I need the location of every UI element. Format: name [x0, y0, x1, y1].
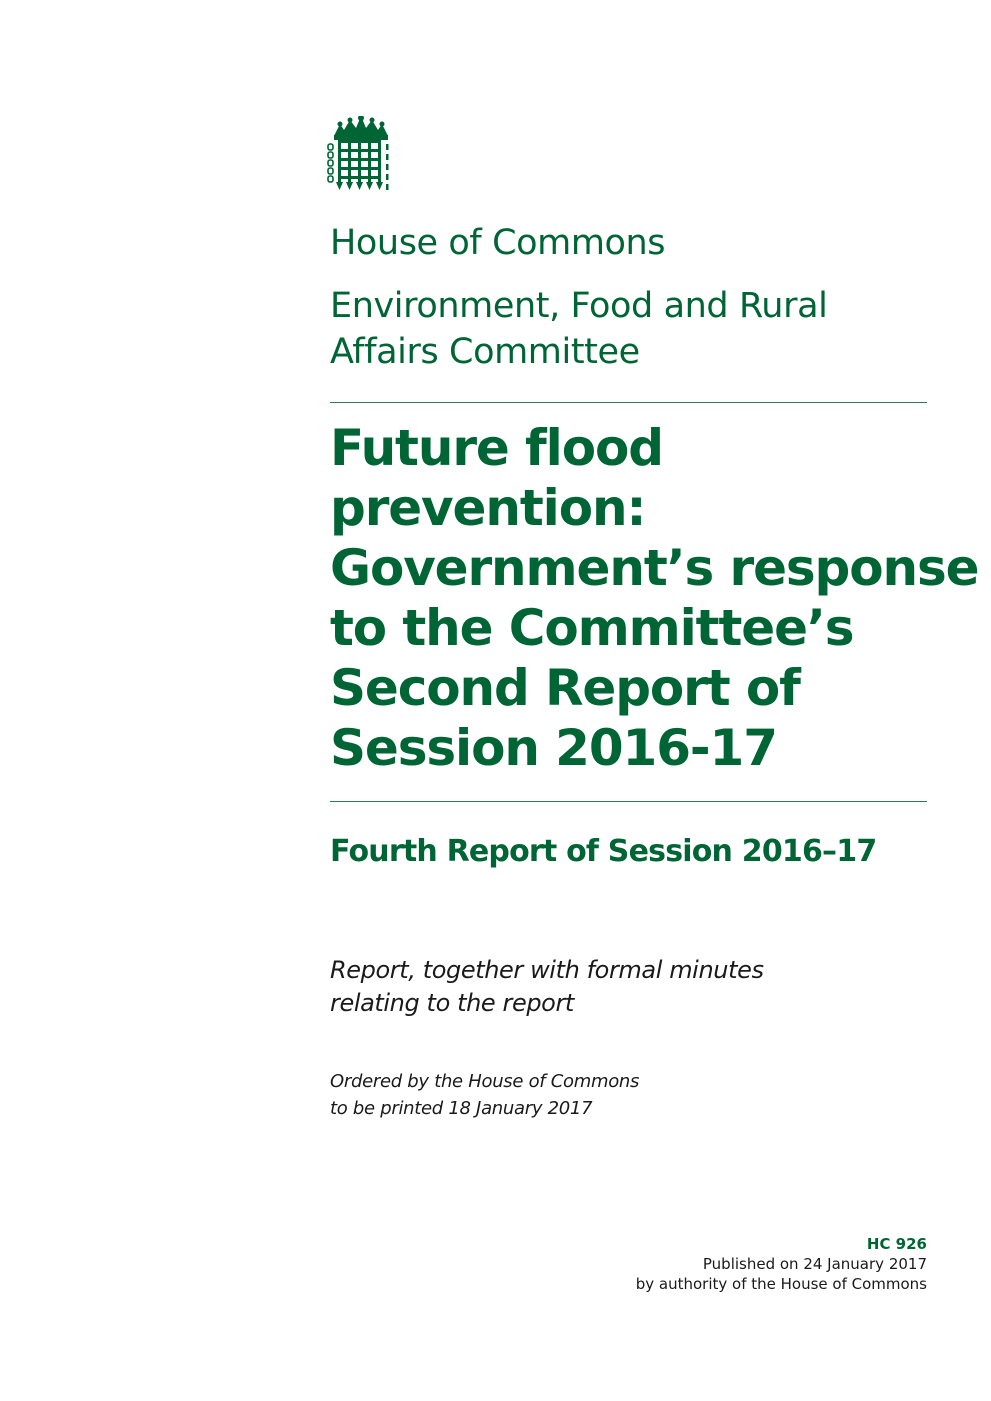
committee-name-line: Affairs Committee — [330, 332, 640, 372]
report-note-line: relating to the report — [330, 989, 574, 1017]
publication-authority: by authority of the House of Commons — [635, 1275, 927, 1293]
report-title-line: prevention: — [330, 479, 646, 537]
hc-number: HC 926 — [866, 1235, 927, 1253]
report-title-line: Second Report of — [330, 659, 800, 717]
portcullis-crown-icon — [326, 116, 396, 194]
report-title-line: Session 2016-17 — [330, 719, 777, 777]
divider-top — [330, 402, 927, 403]
imprint-block — [636, 1234, 927, 1294]
report-note — [330, 954, 764, 1020]
printing-order-line: Ordered by the House of Commons — [330, 1071, 640, 1092]
committee-name — [330, 283, 930, 375]
report-note-line: Report, together with formal minutes — [330, 956, 764, 984]
publication-date: Published on 24 January 2017 — [702, 1255, 927, 1273]
printing-order — [330, 1068, 639, 1122]
report-title-line: to the Committee’s — [330, 599, 854, 657]
committee-name-line: Environment, Food and Rural — [330, 286, 828, 326]
institution-name: House of Commons — [330, 223, 666, 263]
report-title — [330, 418, 979, 778]
divider-bottom — [330, 801, 927, 802]
report-title-line: Government’s response — [330, 539, 979, 597]
printing-order-line: to be printed 18 January 2017 — [330, 1098, 593, 1119]
report-subtitle: Fourth Report of Session 2016–17 — [330, 834, 877, 869]
report-title-line: Future flood — [330, 419, 663, 477]
